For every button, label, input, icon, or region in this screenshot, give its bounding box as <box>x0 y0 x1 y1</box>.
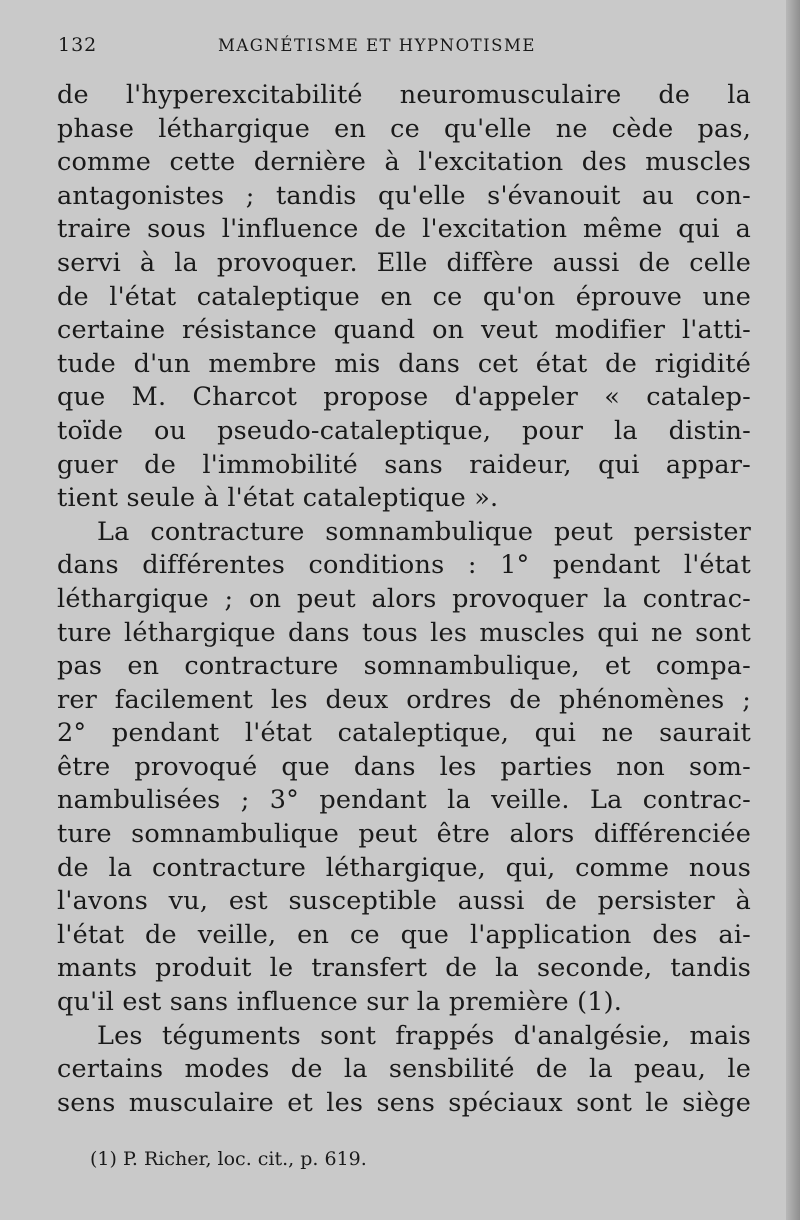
text-line: phase léthargique en ce qu'elle ne cède pas, <box>57 113 751 144</box>
text-line: de l'hyperexcitabilité neuromusculaire de la <box>57 80 751 110</box>
text-line: certains modes de la sensbilité de la peau, le <box>57 1054 751 1085</box>
text-line: dans différentes conditions : 1° pendant l'état <box>57 550 751 581</box>
text-line: de la contracture léthargique, qui, comme nous <box>57 852 751 883</box>
text-line: traire sous l'influence de l'excitation même qui a <box>57 214 751 245</box>
page-edge <box>786 0 800 1220</box>
text-line: sens musculaire et les sens spéciaux sont le siège <box>57 1087 751 1118</box>
text-line: que M. Charcot propose d'appeler « catalep- <box>57 382 751 413</box>
text-line: toïde ou pseudo-cataleptique, pour la distin- <box>57 415 751 446</box>
text-line: antagonistes ; tandis qu'elle s'évanouit au con- <box>57 180 751 211</box>
body-text <box>57 79 751 1120</box>
text-line: l'avons vu, est susceptible aussi de persister à <box>57 886 751 917</box>
text-line: 2° pendant l'état cataleptique, qui ne saurait <box>57 718 751 749</box>
text-line: tient seule à l'état cataleptique ». <box>57 483 499 514</box>
text-line: tude d'un membre mis dans cet état de rigidité <box>57 348 751 379</box>
text-line: mants produit le transfert de la seconde, tandis <box>57 953 751 984</box>
text-line: comme cette dernière à l'excitation des muscles <box>57 147 751 178</box>
text-line: de l'état cataleptique en ce qu'on éprouve une <box>57 281 751 312</box>
text-line: pas en contracture somnambulique, et compa- <box>57 651 751 682</box>
text-line: léthargique ; on peut alors provoquer la contrac- <box>57 583 751 614</box>
page-number: 132 <box>58 34 98 56</box>
running-header <box>58 34 748 60</box>
text-line: ture léthargique dans tous les muscles qui ne sont <box>57 617 751 648</box>
text-line: être provoqué que dans les parties non som- <box>57 751 751 782</box>
running-title: MAGNÉTISME ET HYPNOTISME <box>218 36 536 55</box>
text-line: nambulisées ; 3° pendant la veille. La contrac- <box>57 785 751 816</box>
text-line: Les téguments sont frappés d'analgésie, mais <box>97 1020 751 1051</box>
text-line: servi à la provoquer. Elle diffère aussi de celle <box>57 247 751 278</box>
footnote: (1) P. Richer, loc. cit., p. 619. <box>90 1148 367 1170</box>
text-line: guer de l'immobilité sans raideur, qui appar- <box>57 449 751 480</box>
text-line: rer facilement les deux ordres de phénomènes ; <box>57 684 751 715</box>
text-line: certaine résistance quand on veut modifier l'atti- <box>57 315 751 346</box>
text-line: qu'il est sans influence sur la première (1). <box>57 987 623 1018</box>
text-line: ture somnambulique peut être alors différenciée <box>57 819 751 850</box>
text-line: l'état de veille, en ce que l'application des ai- <box>57 919 751 950</box>
text-line: La contracture somnambulique peut persister <box>97 516 751 547</box>
